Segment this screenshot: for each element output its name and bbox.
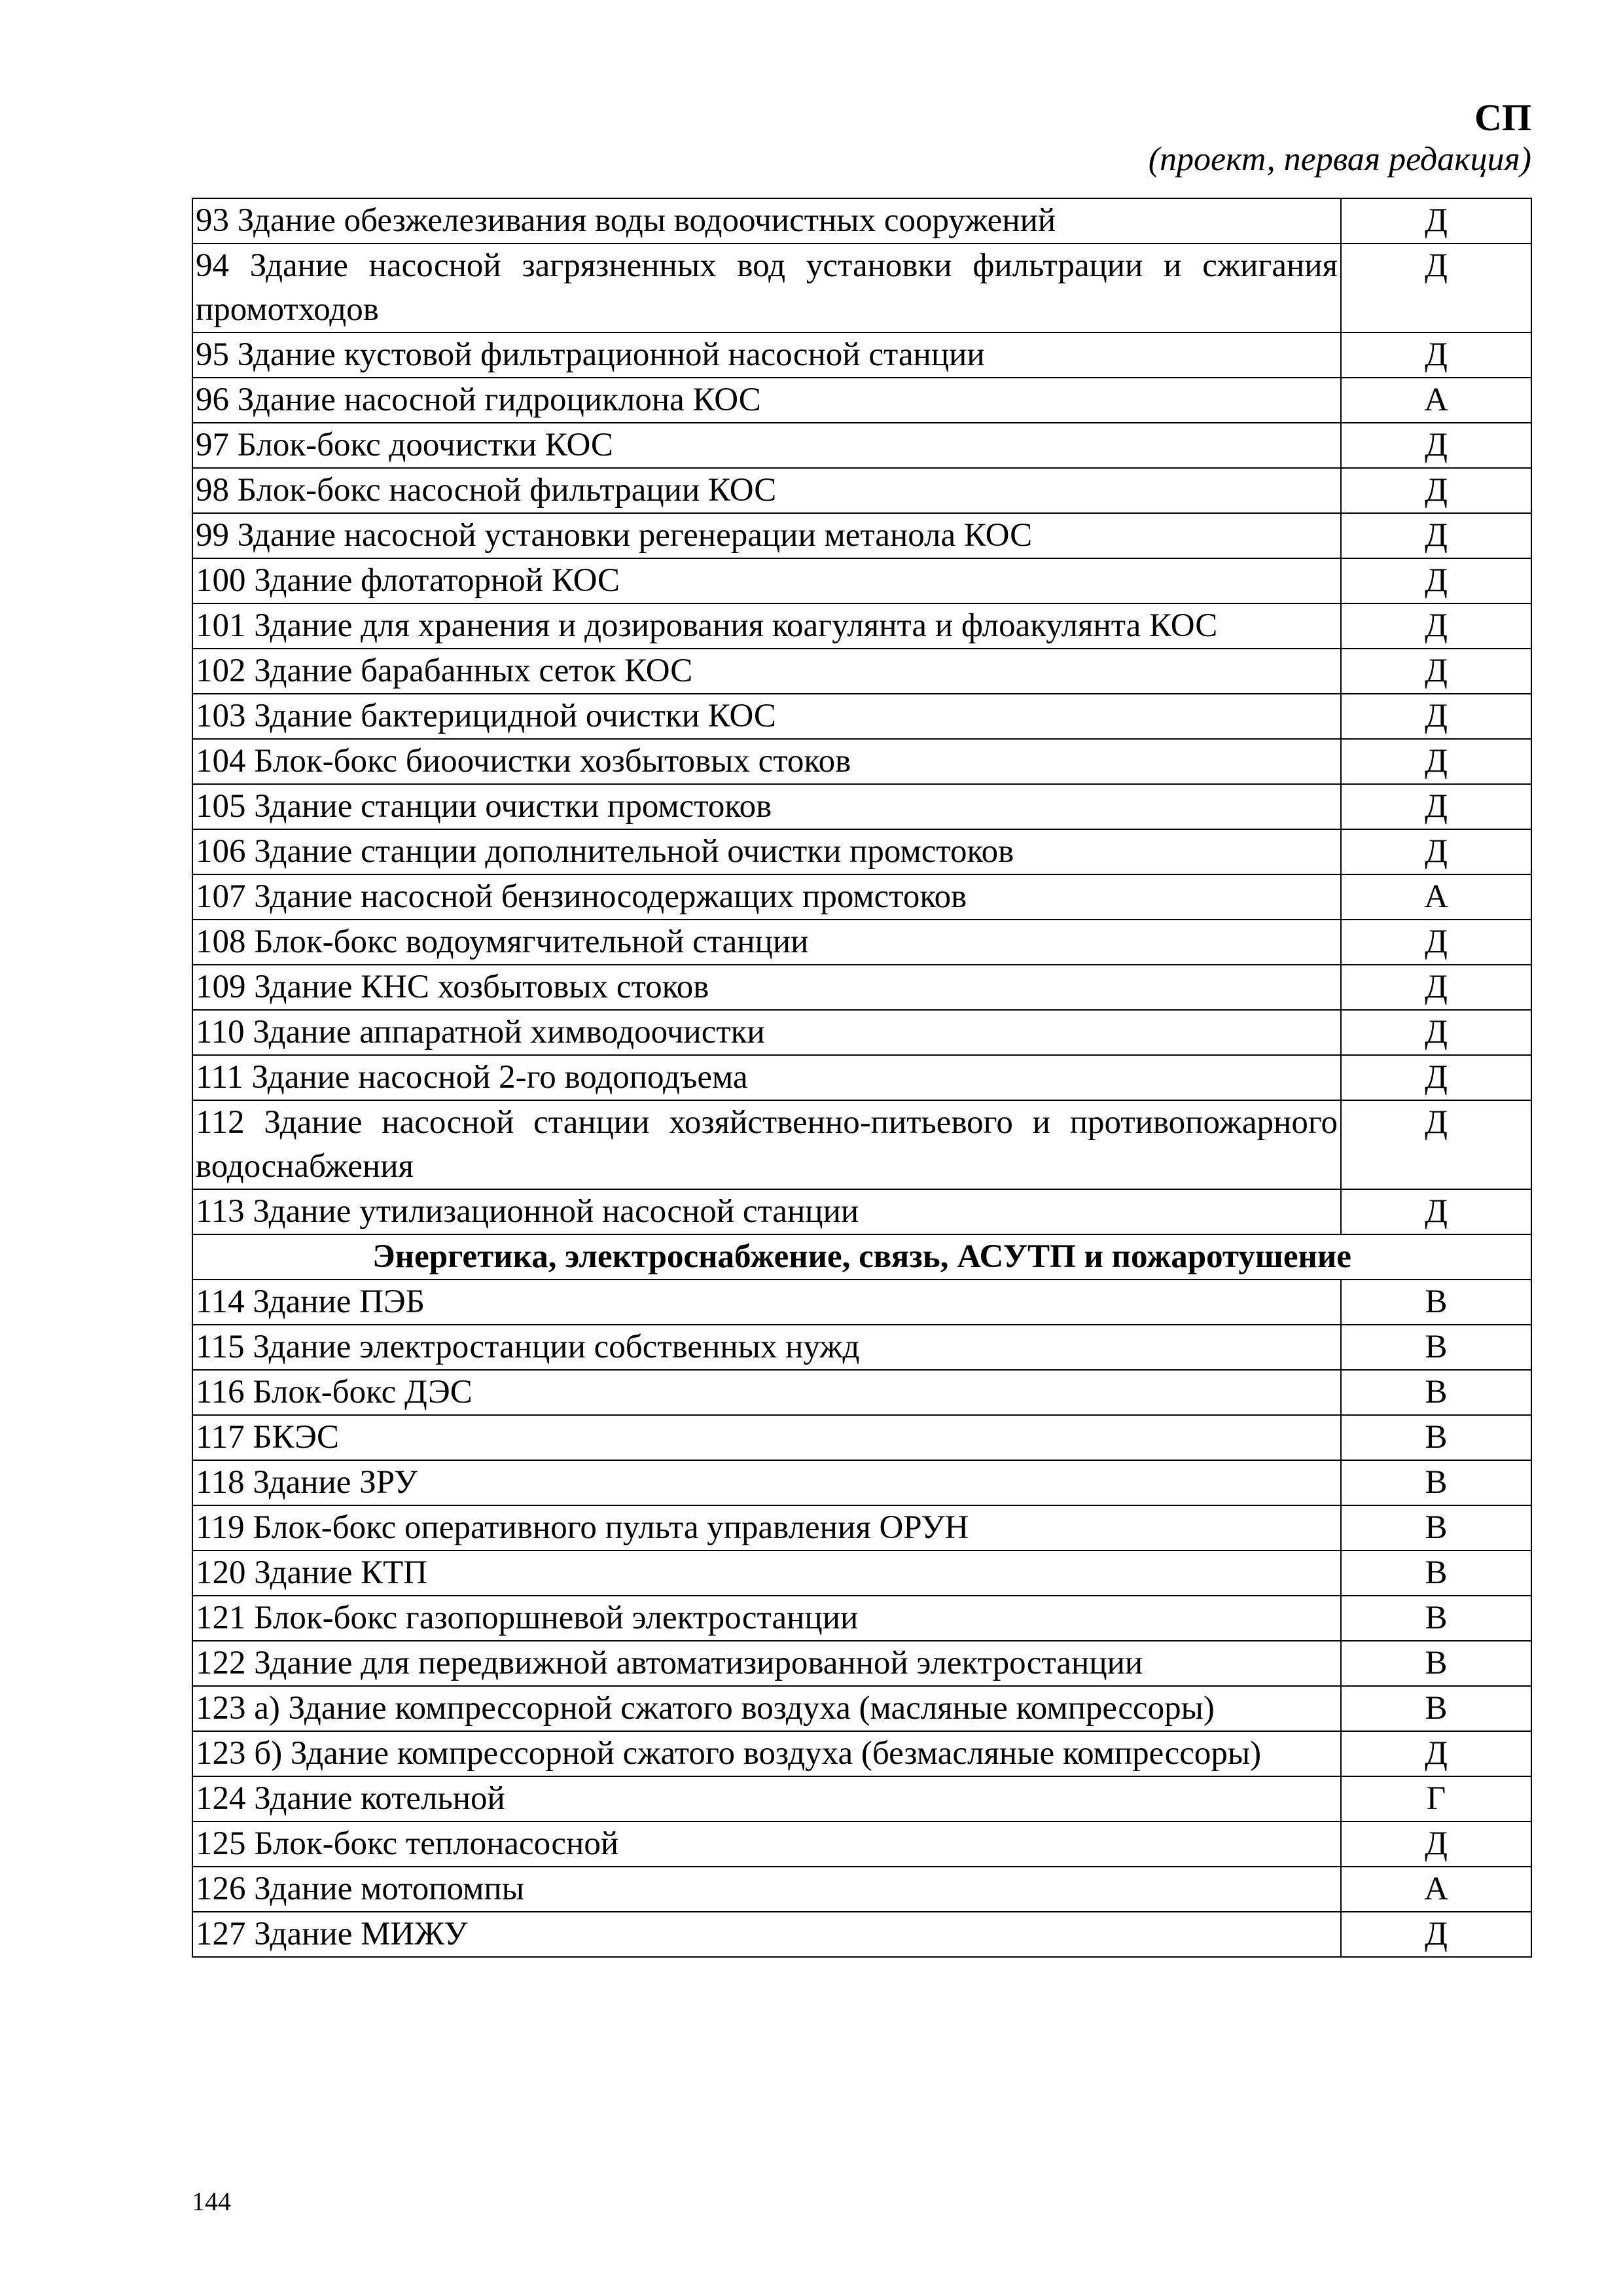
- table-row: [192, 1912, 1531, 1957]
- document-code: СП: [1474, 96, 1531, 139]
- hazard-category-cell: Д: [1341, 649, 1531, 694]
- hazard-category-cell: В: [1341, 1460, 1531, 1505]
- building-name-cell: 113 Здание утилизационной насосной станции: [192, 1189, 1341, 1234]
- table-row: [192, 1867, 1531, 1912]
- building-name-cell: 109 Здание КНС хозбытовых стоков: [192, 965, 1341, 1010]
- hazard-category-cell: Д: [1341, 332, 1531, 378]
- building-name-cell: 95 Здание кустовой фильтрационной насосной станции: [192, 332, 1341, 378]
- building-name-cell: 123 а) Здание компрессорной сжатого воздуха (масляные компрессоры): [192, 1686, 1341, 1731]
- building-name-cell: 105 Здание станции очистки промстоков: [192, 784, 1341, 829]
- hazard-category-cell: Д: [1341, 739, 1531, 784]
- building-category-table: [192, 198, 1532, 1958]
- building-name-cell: 93 Здание обезжелезивания воды водоочистных сооружений: [192, 198, 1341, 243]
- building-name-cell: 104 Блок-бокс биоочистки хозбытовых стоков: [192, 739, 1341, 784]
- table-row: [192, 965, 1531, 1010]
- table-row: [192, 423, 1531, 468]
- building-name-cell: 121 Блок-бокс газопоршневой электростанции: [192, 1596, 1341, 1641]
- hazard-category-cell: В: [1341, 1641, 1531, 1686]
- table-row: [192, 198, 1531, 243]
- hazard-category-cell: Д: [1341, 198, 1531, 243]
- building-name-cell: 118 Здание ЗРУ: [192, 1460, 1341, 1505]
- building-name-cell: 117 БКЭС: [192, 1415, 1341, 1460]
- building-name-cell: 98 Блок-бокс насосной фильтрации КОС: [192, 468, 1341, 513]
- hazard-category-cell: Д: [1341, 1100, 1531, 1189]
- hazard-category-cell: Д: [1341, 423, 1531, 468]
- table-row: [192, 1776, 1531, 1821]
- table-row: [192, 1055, 1531, 1100]
- table-row: [192, 829, 1531, 874]
- hazard-category-cell: Д: [1341, 784, 1531, 829]
- table-row: [192, 1100, 1531, 1189]
- table-row: [192, 513, 1531, 558]
- table-row: [192, 739, 1531, 784]
- hazard-category-cell: Д: [1341, 1055, 1531, 1100]
- hazard-category-cell: Д: [1341, 1189, 1531, 1234]
- building-name-cell: 99 Здание насосной установки регенерации метанола КОС: [192, 513, 1341, 558]
- hazard-category-cell: Д: [1341, 829, 1531, 874]
- page-number: 144: [192, 2187, 231, 2216]
- hazard-category-cell: Д: [1341, 965, 1531, 1010]
- table-row: [192, 603, 1531, 649]
- hazard-category-cell: В: [1341, 1415, 1531, 1460]
- hazard-category-cell: Д: [1341, 603, 1531, 649]
- building-name-cell: 103 Здание бактерицидной очистки КОС: [192, 694, 1341, 739]
- table-row: [192, 1189, 1531, 1234]
- section-header-row: [192, 1234, 1531, 1280]
- table-row: [192, 1551, 1531, 1596]
- hazard-category-cell: В: [1341, 1325, 1531, 1370]
- table-row: [192, 1505, 1531, 1551]
- section-title: Энергетика, электроснабжение, связь, АСУТП и пожаротушение: [192, 1234, 1531, 1280]
- hazard-category-cell: А: [1341, 874, 1531, 920]
- hazard-category-cell: Д: [1341, 1912, 1531, 1957]
- document-edition: (проект, первая редакция): [1148, 141, 1531, 178]
- building-name-cell: 110 Здание аппаратной химводоочистки: [192, 1010, 1341, 1055]
- building-name-cell: 96 Здание насосной гидроциклона КОС: [192, 378, 1341, 423]
- building-name-cell: 111 Здание насосной 2-го водоподъема: [192, 1055, 1341, 1100]
- table-row: [192, 558, 1531, 603]
- table-row: [192, 468, 1531, 513]
- table-row: [192, 1460, 1531, 1505]
- table-body: [192, 198, 1531, 1957]
- table-row: [192, 1731, 1531, 1776]
- building-name-cell: 126 Здание мотопомпы: [192, 1867, 1341, 1912]
- hazard-category-cell: Д: [1341, 558, 1531, 603]
- table-row: [192, 920, 1531, 965]
- table-row: [192, 1010, 1531, 1055]
- building-name-cell: 108 Блок-бокс водоумягчительной станции: [192, 920, 1341, 965]
- building-name-cell: 112 Здание насосной станции хозяйственно-питьевого и противопожарного водоснабжения: [192, 1100, 1341, 1189]
- table-row: [192, 1325, 1531, 1370]
- table-row: [192, 874, 1531, 920]
- building-name-cell: 123 б) Здание компрессорной сжатого воздуха (безмасляные компрессоры): [192, 1731, 1341, 1776]
- hazard-category-cell: Д: [1341, 1731, 1531, 1776]
- building-name-cell: 120 Здание КТП: [192, 1551, 1341, 1596]
- table-row: [192, 1415, 1531, 1460]
- table-row: [192, 378, 1531, 423]
- hazard-category-cell: В: [1341, 1280, 1531, 1325]
- building-name-cell: 94 Здание насосной загрязненных вод установки фильтрации и сжигания промотходов: [192, 243, 1341, 332]
- table-row: [192, 1821, 1531, 1867]
- building-name-cell: 116 Блок-бокс ДЭС: [192, 1370, 1341, 1415]
- table-row: [192, 243, 1531, 332]
- hazard-category-cell: Д: [1341, 1010, 1531, 1055]
- table-row: [192, 332, 1531, 378]
- building-name-cell: 122 Здание для передвижной автоматизированной электростанции: [192, 1641, 1341, 1686]
- building-name-cell: 125 Блок-бокс теплонасосной: [192, 1821, 1341, 1867]
- hazard-category-cell: Д: [1341, 513, 1531, 558]
- hazard-category-cell: В: [1341, 1596, 1531, 1641]
- hazard-category-cell: Д: [1341, 468, 1531, 513]
- table-row: [192, 1641, 1531, 1686]
- hazard-category-cell: Г: [1341, 1776, 1531, 1821]
- hazard-category-cell: Д: [1341, 243, 1531, 332]
- hazard-category-cell: В: [1341, 1551, 1531, 1596]
- building-name-cell: 119 Блок-бокс оперативного пульта управления ОРУН: [192, 1505, 1341, 1551]
- building-name-cell: 106 Здание станции дополнительной очистки промстоков: [192, 829, 1341, 874]
- hazard-category-cell: А: [1341, 1867, 1531, 1912]
- building-name-cell: 97 Блок-бокс доочистки КОС: [192, 423, 1341, 468]
- hazard-category-cell: А: [1341, 378, 1531, 423]
- table-row: [192, 649, 1531, 694]
- table-row: [192, 694, 1531, 739]
- building-name-cell: 115 Здание электростанции собственных нужд: [192, 1325, 1341, 1370]
- table-row: [192, 784, 1531, 829]
- building-name-cell: 124 Здание котельной: [192, 1776, 1341, 1821]
- table-row: [192, 1370, 1531, 1415]
- building-name-cell: 107 Здание насосной бензиносодержащих промстоков: [192, 874, 1341, 920]
- table-row: [192, 1280, 1531, 1325]
- table-row: [192, 1596, 1531, 1641]
- building-name-cell: 100 Здание флотаторной КОС: [192, 558, 1341, 603]
- hazard-category-cell: Д: [1341, 920, 1531, 965]
- hazard-category-cell: Д: [1341, 694, 1531, 739]
- building-name-cell: 114 Здание ПЭБ: [192, 1280, 1341, 1325]
- hazard-category-cell: В: [1341, 1505, 1531, 1551]
- building-name-cell: 102 Здание барабанных сеток КОС: [192, 649, 1341, 694]
- hazard-category-cell: В: [1341, 1686, 1531, 1731]
- building-name-cell: 127 Здание МИЖУ: [192, 1912, 1341, 1957]
- hazard-category-cell: Д: [1341, 1821, 1531, 1867]
- building-name-cell: 101 Здание для хранения и дозирования коагулянта и флоакулянта КОС: [192, 603, 1341, 649]
- table-row: [192, 1686, 1531, 1731]
- hazard-category-cell: В: [1341, 1370, 1531, 1415]
